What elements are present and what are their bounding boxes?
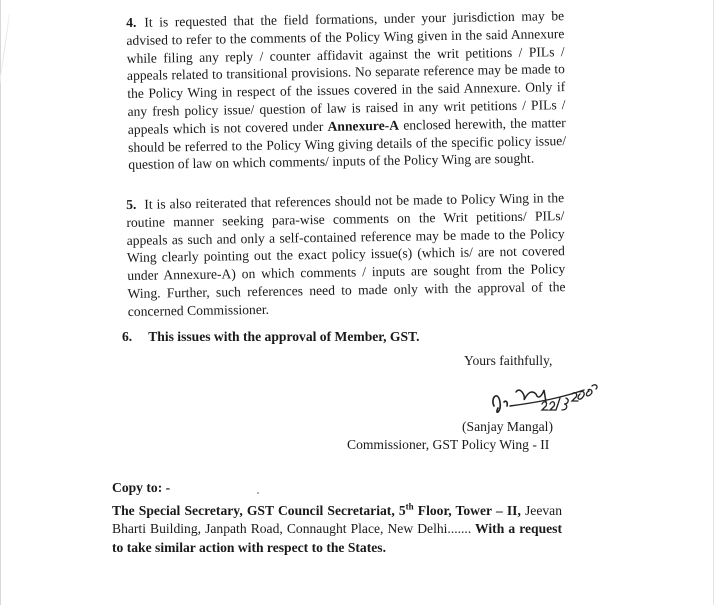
page-right-edge <box>713 0 714 605</box>
recipient-address: Jeevan Bharti Building, Janpath Road, Connaught Place, New Delhi....... <box>112 503 562 537</box>
copy-to-label: Copy to: - <box>112 480 171 495</box>
handwritten-signature <box>480 372 620 422</box>
paragraph-number: 6. <box>122 329 133 344</box>
paragraph-number: 4. <box>126 14 137 30</box>
paragraph-6-text: This issues with the approval of Member, GST. <box>148 329 420 344</box>
recipient-office: The Special Secretary, GST Council Secretariat, 5 <box>112 503 406 518</box>
scan-mark <box>0 14 10 83</box>
copy-recipient <box>112 502 562 557</box>
recipient-floor: Floor, Tower – II, <box>413 503 521 518</box>
closing-salutation: Yours faithfully, <box>464 353 553 368</box>
paragraph-5-text: It is also reiterated that references should not be made to Policy Wing in the routine manner seeking para-wise comments on the Writ petitions/ PILs/ appeals as such and only a self-contained reference may be made to the Policy Wing clearly pointing out the exact policy issue(s) (which is/ are not covered under Annexure-A) on which comments / inputs are sought from the Policy Wing. Further, such references need to made only with the approval of the concerned Commissioner. <box>126 190 566 319</box>
paragraph-4-text-b: enclosed herewith, the matter should be referred to the Policy Wing giving details of the specific policy issue/ question of law on which comments/ inputs of the Policy Wing are sought. <box>127 114 567 173</box>
floor-ordinal: th <box>405 501 414 512</box>
scan-speck <box>257 492 259 494</box>
page-left-edge <box>0 0 1 605</box>
paragraph-4 <box>126 7 566 174</box>
annexure-reference: Annexure-A <box>327 117 400 134</box>
signer-designation: Commissioner, GST Policy Wing - II <box>347 437 550 452</box>
paragraph-5 <box>126 189 566 320</box>
copy-request: With a request to take similar action with respect to the States. <box>112 521 562 555</box>
paragraph-4-text-a: It is requested that the field formations, under your jurisdiction may be advised to refer to the comments of the Policy Wing given in the said Annexure while filing any reply / counter affidavit against the writ petitions / PILs / appeals related to transitional provisions. No separate reference may be made to the Policy Wing in respect of the issues covered in the said Annexure. Only if any fresh policy issue/ question of law is raised in any writ petitions / PILs / appeals which is not covered under <box>126 8 566 137</box>
signer-name: (Sanjay Mangal) <box>462 419 553 434</box>
paragraph-6 <box>122 329 419 345</box>
paragraph-number: 5. <box>126 196 137 212</box>
